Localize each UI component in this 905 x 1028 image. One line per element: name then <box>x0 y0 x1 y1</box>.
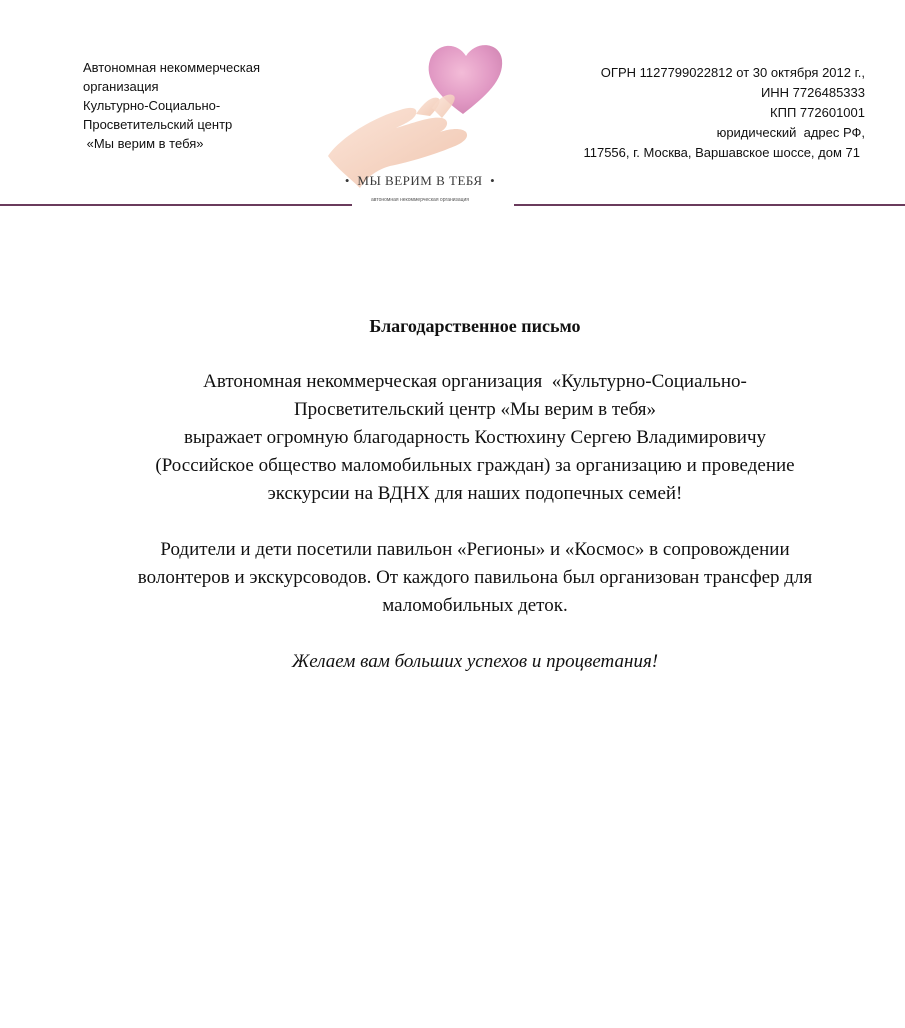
paragraph-line: экскурсии на ВДНХ для наших подопечных семей! <box>267 483 683 504</box>
inn-line: ИНН 7726485333 <box>760 85 865 100</box>
header-divider-left <box>0 204 352 206</box>
registry-block <box>535 63 865 163</box>
logo-title: • МЫ ВЕРИМ В ТЕБЯ • <box>344 173 496 188</box>
paragraph-line: волонтеров и экскурсоводов. От каждого павильона был организован трансфер для <box>137 567 813 588</box>
letter-paragraph-1 <box>60 368 890 508</box>
letter-paragraph-2 <box>60 536 890 620</box>
paragraph-line: (Российское общество маломобильных граждан) за организацию и проведение <box>155 455 795 476</box>
legal-address-label: юридический адрес РФ, <box>716 125 865 140</box>
org-name-line: организация <box>83 79 159 94</box>
paragraph-line: выражает огромную благодарность Костюхину Сергею Владимировичу <box>183 427 767 448</box>
letter-body <box>60 312 890 676</box>
kpp-line: КПП 772601001 <box>770 105 865 120</box>
letter-closing: Желаем вам больших успехов и процветания! <box>291 651 659 672</box>
letter-title: Благодарственное письмо <box>369 316 581 336</box>
legal-address-line: 117556, г. Москва, Варшавское шоссе, дом 71 <box>583 145 860 160</box>
org-name-line: Культурно-Социально- <box>83 98 221 113</box>
logo-subtitle: автономная некоммерческая организация <box>371 197 469 203</box>
org-name-line: Просветительский центр <box>83 117 233 132</box>
paragraph-line: Автономная некоммерческая организация «Культурно-Социально- <box>203 371 747 392</box>
paragraph-line: маломобильных деток. <box>382 595 568 616</box>
org-name-line: Автономная некоммерческая <box>83 60 261 75</box>
paragraph-line: Просветительский центр «Мы верим в тебя» <box>293 399 657 420</box>
org-name-line: «Мы верим в тебя» <box>83 136 204 151</box>
header-divider-right <box>514 204 905 206</box>
ogrn-line: ОГРН 1127799022812 от 30 октября 2012 г., <box>600 65 865 80</box>
logo <box>320 38 520 210</box>
org-name-block <box>83 58 313 153</box>
paragraph-line: Родители и дети посетили павильон «Регионы» и «Космос» в сопровождении <box>160 539 790 560</box>
